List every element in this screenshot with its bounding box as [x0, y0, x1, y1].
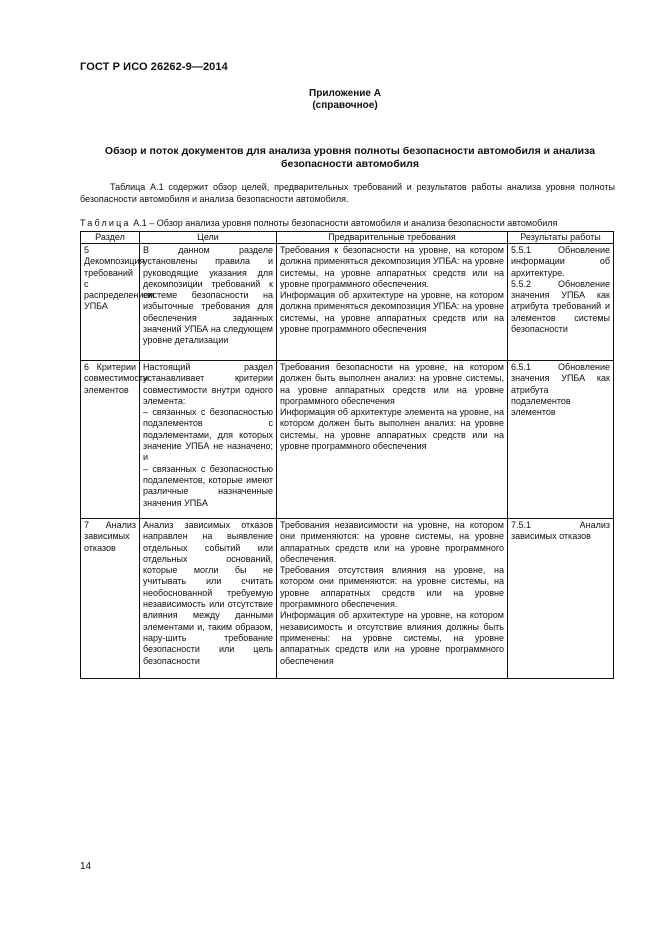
- cell-results: [508, 244, 614, 361]
- prereq-paragraph: Требования независимости на уровне, на котором они применяются: на уровне системы, на уровне аппаратных средств или на уровне программного обеспечения.: [280, 520, 504, 564]
- prereq-paragraph: Требования безопасности на уровне, на котором должен быть выполнен анализ: на уровне системы, на уровне аппаратных средств или на уровне программного обеспечения: [280, 362, 504, 406]
- table-row: [81, 361, 614, 519]
- table-caption: [80, 218, 557, 228]
- appendix-title: Приложение А: [309, 88, 381, 99]
- intro-paragraph: Таблица А.1 содержит обзор целей, предварительных требований и результатов работы анализа уровня полноты безопасности автомобиля и анализа безопасности автомобиля.: [80, 182, 615, 204]
- table-caption-label: Таблица: [80, 218, 131, 228]
- overview-table: [80, 231, 614, 679]
- cell-section: 7 Анализ зависимых отказов: [81, 519, 140, 679]
- goal-paragraph: – связанных с безопасностью подэлементов с подэлементами, для которых значение УПБА не назначено; и: [143, 407, 273, 463]
- table-header-row: [81, 232, 614, 244]
- prereq-paragraph: Требования отсутствия влияния на уровне, на котором они применяются: на уровне системы, на уровне аппаратных средств или на уровне программного обеспечения.: [280, 565, 504, 610]
- cell-results: [508, 361, 614, 519]
- cell-section: 6 Критерии совместимости элементов: [81, 361, 140, 519]
- section-heading: Обзор и поток документов для анализа уровня полноты безопасности автомобиля и анализа безопасности автомобиля: [104, 145, 596, 170]
- header-prerequisites: Предварительные требования: [277, 232, 508, 244]
- document-standard-header: ГОСТ Р ИСО 26262-9—2014: [80, 61, 228, 73]
- table-row: [81, 519, 614, 679]
- header-results: Результаты работы: [508, 232, 614, 244]
- result-item: 7.5.1 Анализ зависимых отказов: [511, 520, 610, 542]
- cell-prerequisites: [277, 519, 508, 679]
- prereq-paragraph: Информация об архитектуре на уровне, на котором должна применяться декомпозиция УПБА: на уровне системы, на уровне аппаратных средств или на уровне программного обеспечения: [280, 290, 504, 335]
- prereq-paragraph: Требования к безопасности на уровне, на котором должна применяться декомпозиция УПБА: на уровне системы, на уровне аппаратных средств или на уровне программного обеспечения.: [280, 245, 504, 289]
- prereq-paragraph: Информация об архитектуре элемента на уровне, на котором должен быть выполнен анализ: на уровне системы, на уровне аппаратных средств или на уровне программного обеспечения: [280, 407, 504, 452]
- goal-paragraph: – связанных с безопасностью подэлементов, которые имеют различные назначенные значения УПБА: [143, 463, 273, 508]
- cell-goals: В данном разделе установлены правила и руководящие указания для декомпозиции требований к системе безопасности на избыточные требования для обеспечения заданных значений УПБА на следующем уровне детализации: [140, 244, 277, 361]
- cell-results: [508, 519, 614, 679]
- cell-prerequisites: [277, 244, 508, 361]
- result-item: 5.5.1 Обновление информации об архитектуре.: [511, 245, 610, 278]
- cell-goals: [140, 361, 277, 519]
- appendix-heading: [0, 88, 661, 112]
- result-item: 6.5.1 Обновление значения УПБА как атрибута подэлементов элементов: [511, 362, 610, 418]
- result-item: 5.5.2 Обновление значения УПБА как атрибута требований и элементов системы безопасности: [511, 278, 610, 335]
- cell-goals: Анализ зависимых отказов направлен на выявление отдельных событий или отдельных оснований, которые могли бы не учитывать или считать необоснованной требуемую независимость или отсутствие влияния между данными элементами и, таким образом, нару-шить требование безопасности или цель безопасности: [140, 519, 277, 679]
- appendix-type: (справочное): [312, 100, 378, 111]
- table-row: [81, 244, 614, 361]
- goal-paragraph: Настоящий раздел устанавливает критерии совместимости внутри одного элемента:: [143, 362, 273, 406]
- cell-prerequisites: [277, 361, 508, 519]
- table-caption-text: А.1 – Обзор анализа уровня полноты безопасности автомобиля и анализа безопасности автомобиля: [133, 218, 558, 228]
- header-goals: Цели: [140, 232, 277, 244]
- prereq-paragraph: Информация об архитектуре на уровне, на котором независимость и отсутствие влияния должны быть применены: на уровне системы, на уровне аппаратных средств или на уровне программного обеспечения: [280, 610, 504, 666]
- header-section: Раздел: [81, 232, 140, 244]
- cell-section: 5 Декомпозиция требований с распределением УПБА: [81, 244, 140, 361]
- page-number: 14: [80, 861, 92, 872]
